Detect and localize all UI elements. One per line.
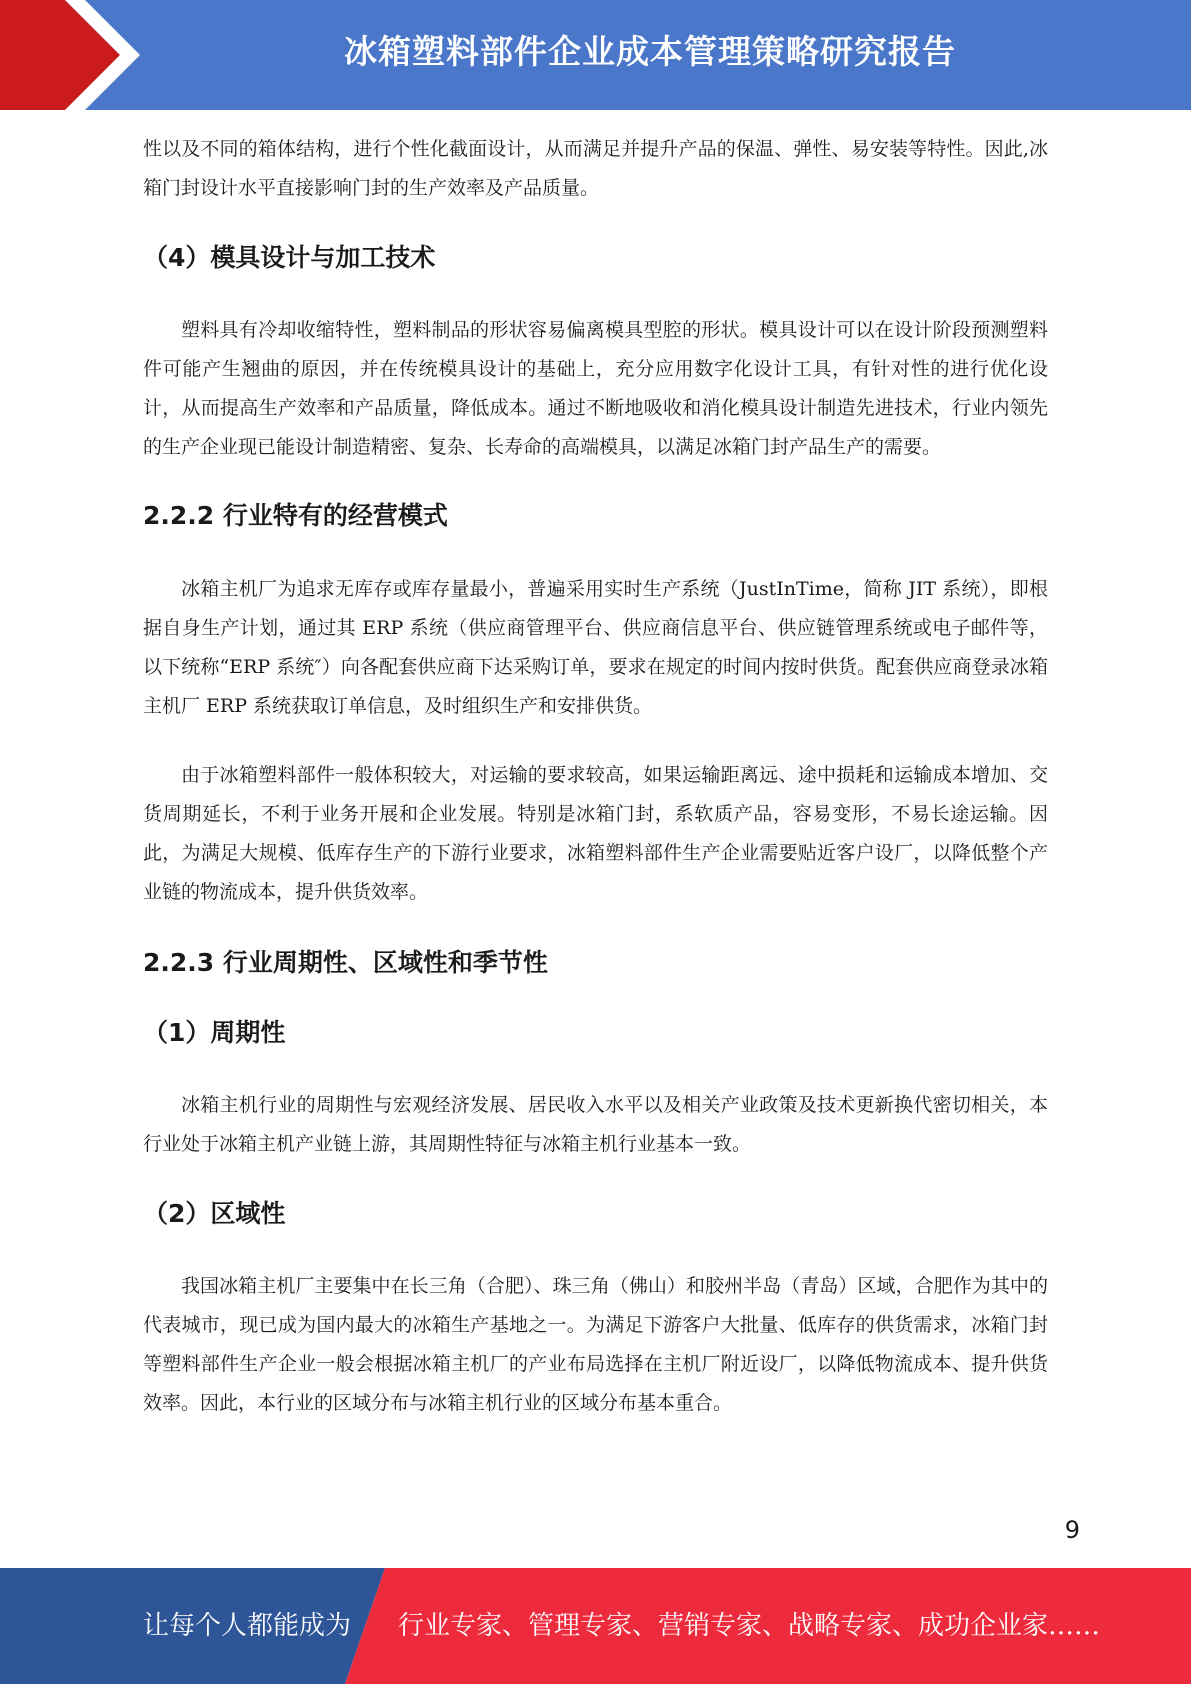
paragraph-mold-design: 塑料具有冷却收缩特性，塑料制品的形状容易偏离模具型腔的形状。模具设计可以在设计阶段预测塑料件可能产生翘曲的原因，并在传统模具设计的基础上，充分应用数字化设计工具，有针对性的进行优化设计，从而提高生产效率和产品质量，降低成本。通过不断地吸收和消化模具设计制造先进技术，行业内领先的生产企业现已能设计制造精密、复杂、长寿命的高端模具，以满足冰箱门封产品生产的需要。 — [143, 319, 1048, 458]
header-title: 冰箱塑料部件企业成本管理策略研究报告 — [344, 32, 956, 71]
heading-cyclicality: （1）周期性 — [143, 1018, 286, 1047]
paragraph-cyclicality: 冰箱主机行业的周期性与宏观经济发展、居民收入水平以及相关产业政策及技术更新换代密切相关，本行业处于冰箱主机产业链上游，其周期性特征与冰箱主机行业基本一致。 — [143, 1094, 1048, 1155]
page-header — [0, 0, 1191, 110]
document-body — [143, 130, 1048, 1423]
header-arrow-decoration — [0, 0, 150, 110]
paragraph-regionality: 我国冰箱主机厂主要集中在长三角（合肥）、珠三角（佛山）和胶州半岛（青岛）区域，合肥作为其中的代表城市，现已成为国内最大的冰箱生产基地之一。为满足下游客户大批量、低库存的供货需求，冰箱门封等塑料部件生产企业一般会根据冰箱主机厂的产业布局选择在主机厂附近设厂，以降低物流成本、提升供货效率。因此，本行业的区域分布与冰箱主机行业的区域分布基本重合。 — [143, 1275, 1048, 1414]
heading-mold-design: （4）模具设计与加工技术 — [143, 243, 436, 272]
paragraph-jit: 冰箱主机厂为追求无库存或库存量最小，普遍采用实时生产系统（JustInTime，简称 JIT 系统），即根据自身生产计划，通过其 ERP 系统（供应商管理平台、供应商信息平台、供应链管理系统或电子邮件等，以下统称“ERP 系统″）向各配套供应商下达采购订单，要求在规定的时间内按时供货。配套供应商登录冰箱主机厂 ERP 系统获取订单信息，及时组织生产和安排供货。 — [143, 578, 1048, 717]
heading-2-2-2: 2.2.2 行业特有的经营模式 — [143, 501, 448, 530]
heading-regionality: （2）区域性 — [143, 1199, 286, 1228]
page-number: 9 — [1064, 1516, 1080, 1544]
paragraph-continuation: 性以及不同的箱体结构，进行个性化截面设计，从而满足并提升产品的保温、弹性、易安装等特性。因此,冰箱门封设计水平直接影响门封的生产效率及产品质量。 — [143, 138, 1048, 199]
page-footer — [0, 1568, 1191, 1684]
heading-2-2-3: 2.2.3 行业周期性、区域性和季节性 — [143, 948, 548, 977]
footer-slogan-right: 行业专家、管理专家、营销专家、战略专家、成功企业家…… — [398, 1611, 1101, 1641]
footer-slogan-left: 让每个人都能成为 — [143, 1611, 352, 1641]
paragraph-transport: 由于冰箱塑料部件一般体积较大，对运输的要求较高，如果运输距离远、途中损耗和运输成本增加、交货周期延长，不利于业务开展和企业发展。特别是冰箱门封，系软质产品，容易变形，不易长途运输。因此，为满足大规模、低库存生产的下游行业要求，冰箱塑料部件生产企业需要贴近客户设厂，以降低整个产业链的物流成本，提升供货效率。 — [143, 764, 1048, 903]
